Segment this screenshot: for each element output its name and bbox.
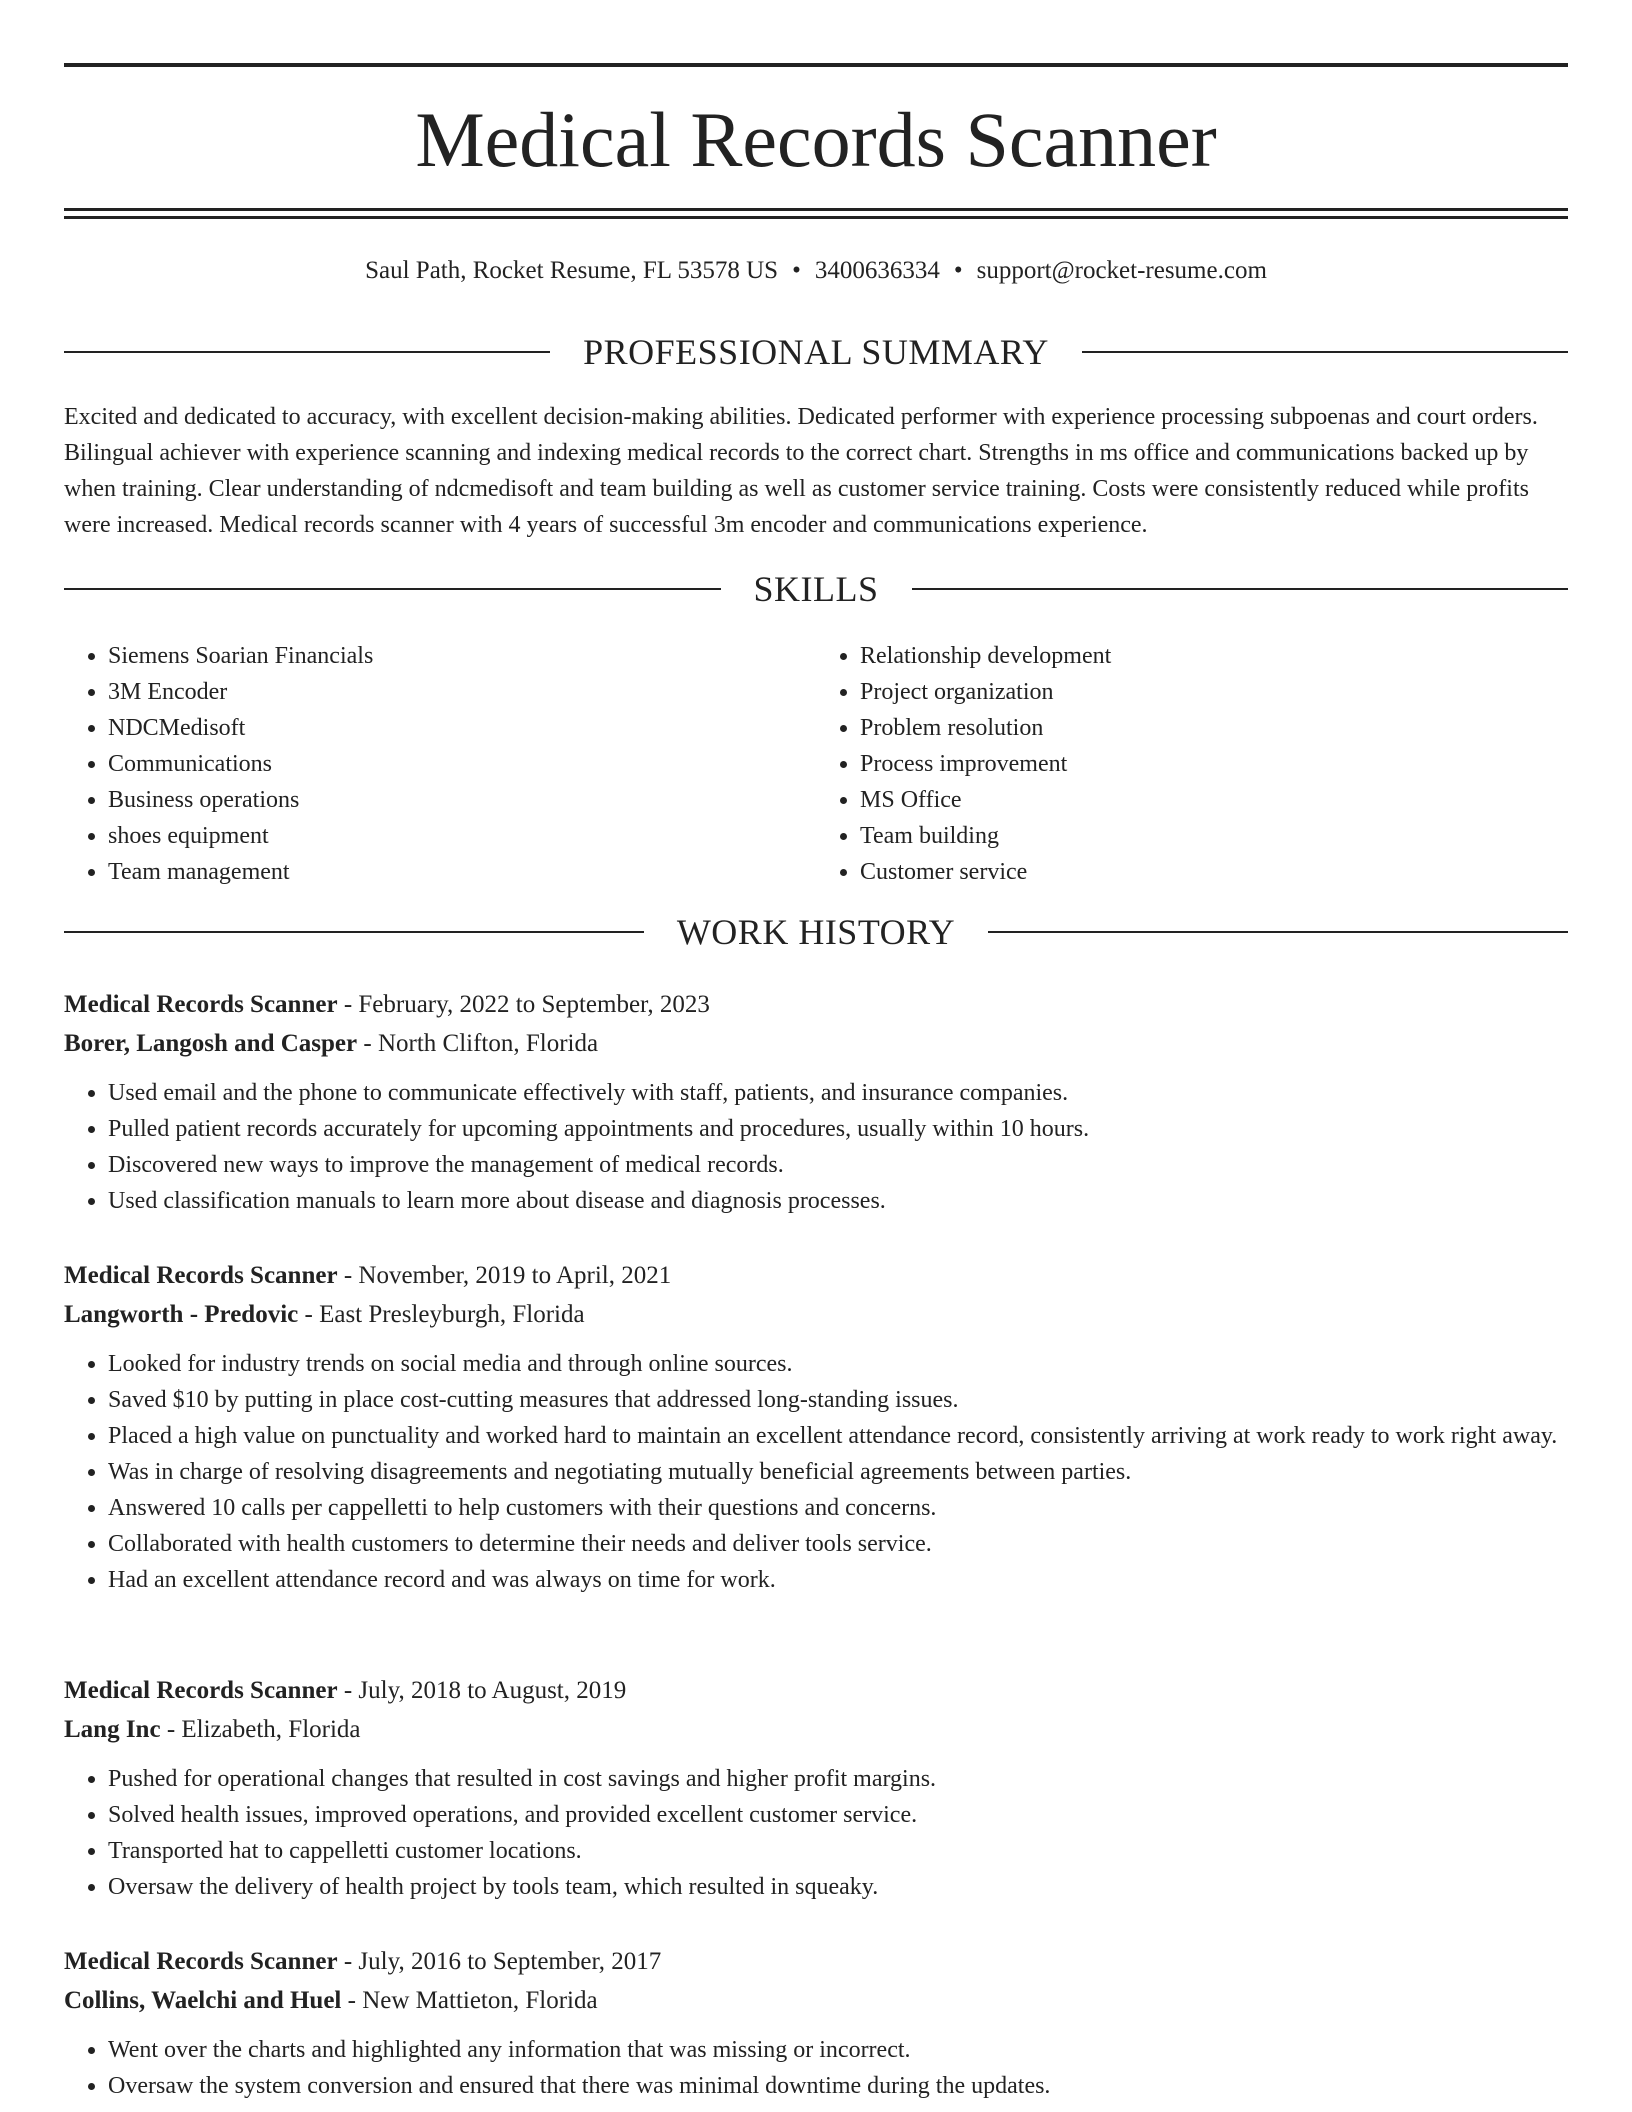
job-location: North Clifton, Florida [377,1030,599,1057]
skill-item: • shoes equipment [108,818,816,854]
job-title-line: Medical Records Scanner - November, 2019 to April, 2021 [64,1262,672,1289]
job-bullet: • Pushed for operational changes that resulted in cost savings and higher profit margins. [108,1761,1568,1797]
job-bullets [64,2032,1568,2104]
job-bullet: • Used email and the phone to communicate effectively with staff, patients, and insurance companies. [108,1075,1568,1111]
job-entry [64,985,1568,1219]
skill-item: • NDCMedisoft [108,710,816,746]
skill-item: • Siemens Soarian Financials [108,638,816,674]
job-bullet: • Saved $10 by putting in place cost-cutting measures that addressed long-standing issues. [108,1382,1568,1418]
job-bullets [64,1075,1568,1219]
job-entry [64,1942,1568,2104]
job-company: Collins, Waelchi and Huel [64,1987,342,2014]
job-company-line: Langworth - Predovic - East Presleyburgh, Florida [64,1301,585,1328]
title-rule-lower [64,216,1568,219]
job-location: East Presleyburgh, Florida [319,1301,585,1328]
job-bullet: • Placed a high value on punctuality and worked hard to maintain an excellent attendance record, consistently arriving at work ready to work right away. [108,1418,1568,1454]
section-rule [912,588,1569,590]
job-company: Lang Inc [64,1716,161,1743]
job-location: New Mattieton, Florida [362,1987,598,2014]
job-role: Medical Records Scanner [64,1262,338,1289]
job-bullet: • Was in charge of resolving disagreements and negotiating mutually beneficial agreements between parties. [108,1454,1568,1490]
job-company-line: Borer, Langosh and Casper - North Clifton, Florida [64,1030,599,1057]
job-title-line: Medical Records Scanner - July, 2016 to September, 2017 [64,1948,662,1975]
skills-column-left [64,638,816,890]
section-rule [64,931,644,933]
top-rule [64,63,1568,67]
skill-item: • Problem resolution [860,710,1568,746]
section-rule [64,351,550,353]
job-bullets [64,1761,1568,1905]
skill-item: • Team management [108,854,816,890]
job-company: Langworth - Predovic [64,1301,299,1328]
contact-phone: 3400636334 [814,257,940,284]
contact-separator: • [792,257,801,284]
work-heading: WORK HISTORY [676,912,956,952]
job-company-line: Lang Inc - Elizabeth, Florida [64,1716,361,1743]
job-bullet: • Had an excellent attendance record and was always on time for work. [108,1562,1568,1598]
work-section-header [64,910,1568,954]
skills-section-header [64,567,1568,611]
job-bullet: • Collaborated with health customers to determine their needs and deliver tools service. [108,1526,1568,1562]
section-rule [988,931,1568,933]
job-bullet: • Pulled patient records accurately for upcoming appointments and procedures, usually within 10 hours. [108,1111,1568,1147]
skills-heading: SKILLS [753,569,879,609]
contact-address: Saul Path, Rocket Resume, FL 53578 US [365,257,779,284]
skill-item: • Customer service [860,854,1568,890]
job-dates: July, 2018 to August, 2019 [358,1677,627,1704]
job-role: Medical Records Scanner [64,991,338,1018]
skill-item: • Project organization [860,674,1568,710]
skills-column-right [816,638,1568,890]
title-rule-upper [64,208,1568,211]
skill-item: • Relationship development [860,638,1568,674]
job-bullet: • Used classification manuals to learn more about disease and diagnosis processes. [108,1183,1568,1219]
contact-email: support@rocket-resume.com [976,257,1267,284]
skill-item: • Team building [860,818,1568,854]
job-bullet: • Oversaw the system conversion and ensured that there was minimal downtime during the updates. [108,2068,1568,2104]
job-bullet: • Discovered new ways to improve the management of medical records. [108,1147,1568,1183]
skill-item: • MS Office [860,782,1568,818]
contact-line [64,255,1568,287]
job-dates: February, 2022 to September, 2023 [358,991,710,1018]
job-entry [64,1256,1568,1598]
summary-section-header [64,330,1568,374]
job-location: Elizabeth, Florida [181,1716,361,1743]
summary-text: Excited and dedicated to accuracy, with excellent decision-making abilities. Dedicated performer with experience processing subpoenas and court orders. Bilingual achiever with experience scanning and indexing medical records to the correct chart. Strengths in ms office and communications backed up by when training. Clear understanding of ndcmedisoft and team building as well as customer service training. Costs were consistently reduced while profits were increased. Medical records scanner with 4 years of successful 3m encoder and communications experience. [64,404,1538,538]
job-role: Medical Records Scanner [64,1948,338,1975]
section-rule [64,588,721,590]
job-title-line: Medical Records Scanner - February, 2022 to September, 2023 [64,991,710,1018]
job-bullet: • Went over the charts and highlighted any information that was missing or incorrect. [108,2032,1568,2068]
job-company: Borer, Langosh and Casper [64,1030,358,1057]
job-title-line: Medical Records Scanner - July, 2018 to August, 2019 [64,1677,627,1704]
skill-item: • 3M Encoder [108,674,816,710]
skill-item: • Business operations [108,782,816,818]
job-bullet: • Solved health issues, improved operations, and provided excellent customer service. [108,1797,1568,1833]
contact-separator: • [953,257,963,284]
skill-item: • Communications [108,746,816,782]
summary-heading: PROFESSIONAL SUMMARY [583,332,1049,372]
skill-item: • Process improvement [860,746,1568,782]
job-company-line: Collins, Waelchi and Huel - New Mattieton, Florida [64,1987,598,2014]
job-bullet: • Oversaw the delivery of health project by tools team, which resulted in squeaky. [108,1869,1568,1905]
job-bullet: • Transported hat to cappelletti customer locations. [108,1833,1568,1869]
job-dates: November, 2019 to April, 2021 [358,1262,672,1289]
skills-list [64,638,1568,890]
section-rule [1082,351,1568,353]
job-bullets [64,1346,1568,1598]
job-bullet: • Answered 10 calls per cappelletti to help customers with their questions and concerns. [108,1490,1568,1526]
job-bullet: • Looked for industry trends on social media and through online sources. [108,1346,1568,1382]
job-dates: July, 2016 to September, 2017 [358,1948,662,1975]
job-entry [64,1671,1568,1905]
job-role: Medical Records Scanner [64,1677,338,1704]
resume-title: Medical Records Scanner [415,96,1217,183]
